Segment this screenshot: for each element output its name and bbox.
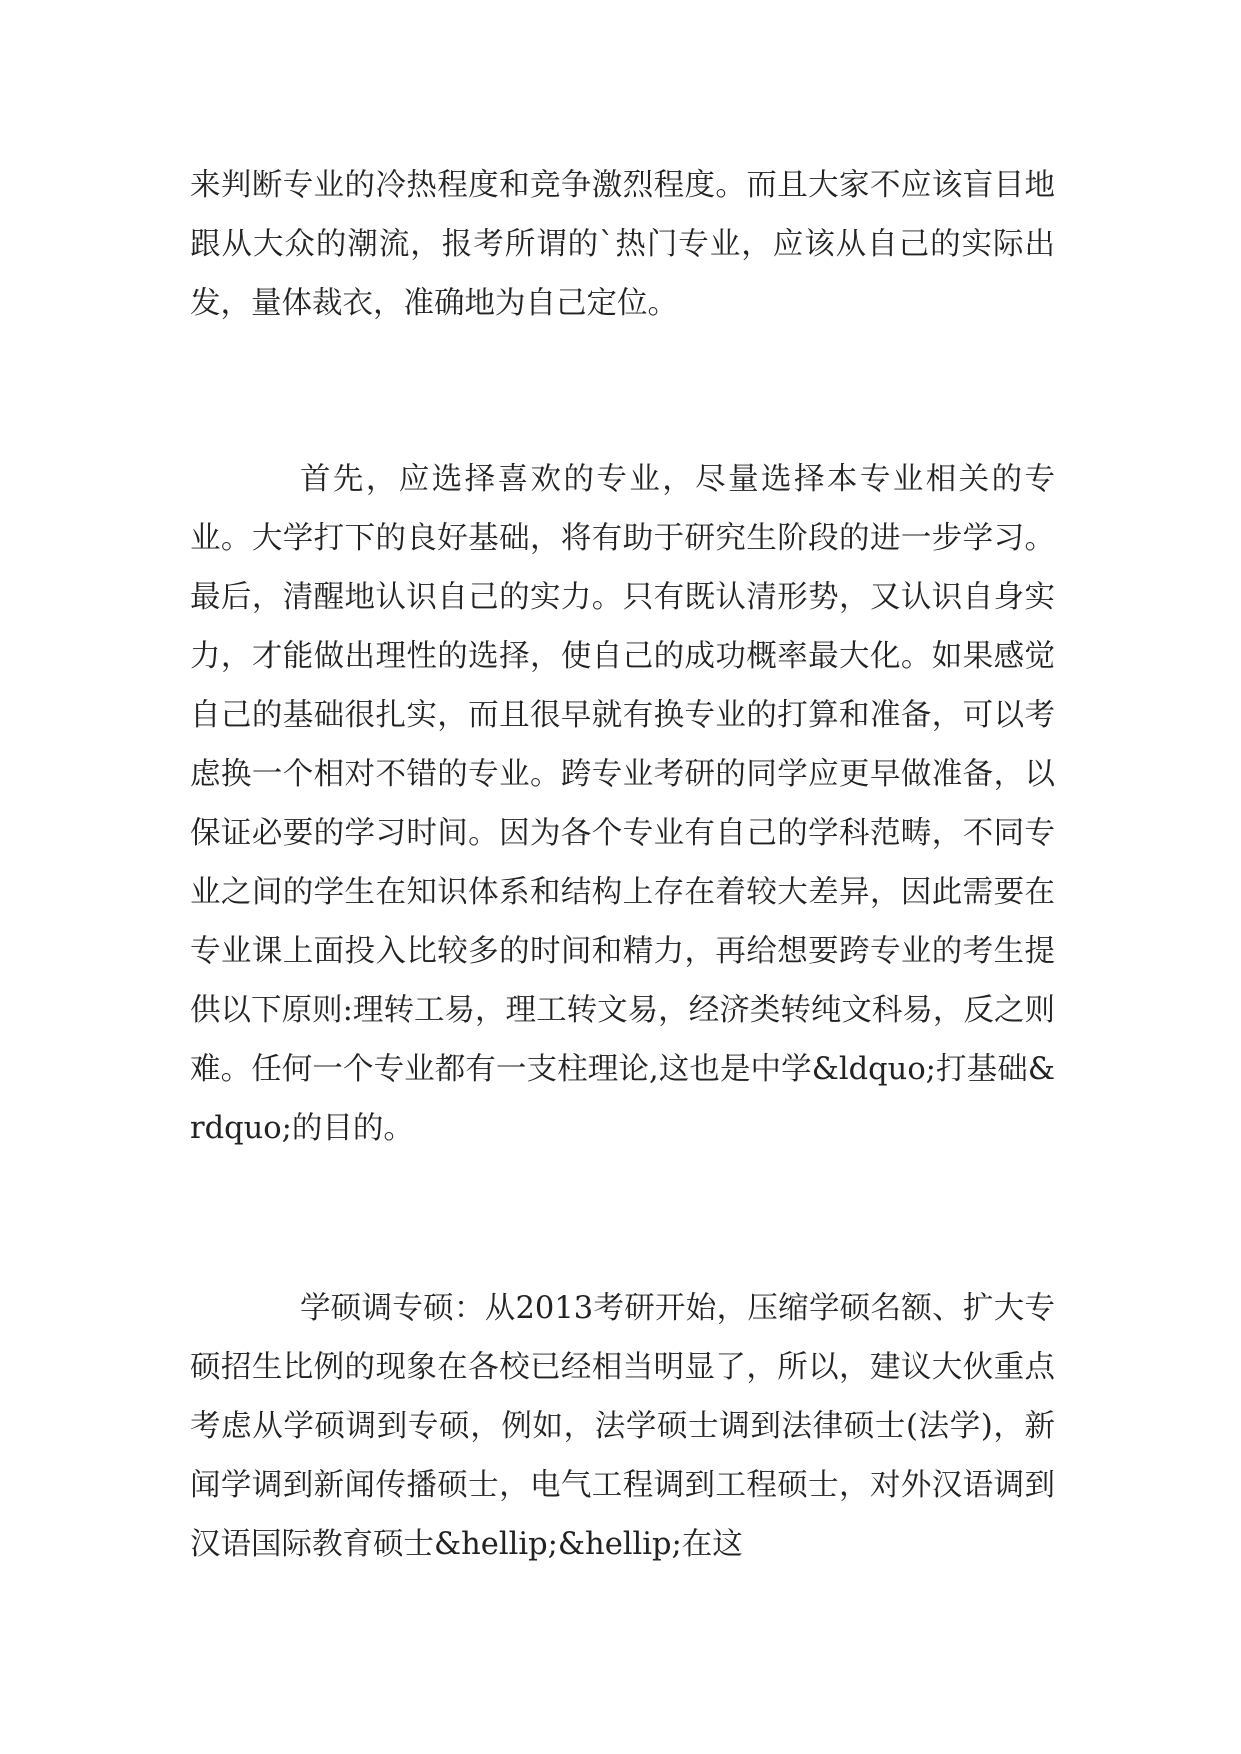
paragraph-major-selection-advice: 来判断专业的冷热程度和竞争激烈程度。而且大家不应该盲目地跟从大众的潮流，报考所谓的`热门专业，应该从自己的实际出发，量体裁衣，准确地为自己定位。	[190, 168, 1055, 321]
paragraph-choose-preferred-major: 首先，应选择喜欢的专业，尽量选择本专业相关的专业。大学打下的良好基础，将有助于研究生阶段的进一步学习。最后，清醒地认识自己的实力。只有既认清形势，又认识自身实力，才能做出理性的选择，使自己的成功概率最大化。如果感觉自己的基础很扎实，而且很早就有换专业的打算和准备，可以考虑换一个相对不错的专业。跨专业考研的同学应更早做准备，以保证必要的学习时间。因为各个专业有自己的学科范畴，不同专业之间的学生在知识体系和结构上存在着较大差异，因此需要在专业课上面投入比较多的时间和精力，再给想要跨专业的考生提供以下原则:理转工易，理工转文易，经济类转纯文科易，反之则难。任何一个专业都有一支柱理论,这也是中学&ldquo;打基础&rdquo;的目的。	[190, 462, 1055, 1146]
paragraph-academic-to-professional-master: 学硕调专硕：从2013考研开始，压缩学硕名额、扩大专硕招生比例的现象在各校已经相当明显了，所以，建议大伙重点考虑从学硕调到专硕，例如，法学硕士调到法律硕士(法学)，新闻学调到新闻传播硕士，电气工程调到工程硕士，对外汉语调到汉语国际教育硕士&hellip;&hellip;在这	[190, 1291, 1055, 1562]
